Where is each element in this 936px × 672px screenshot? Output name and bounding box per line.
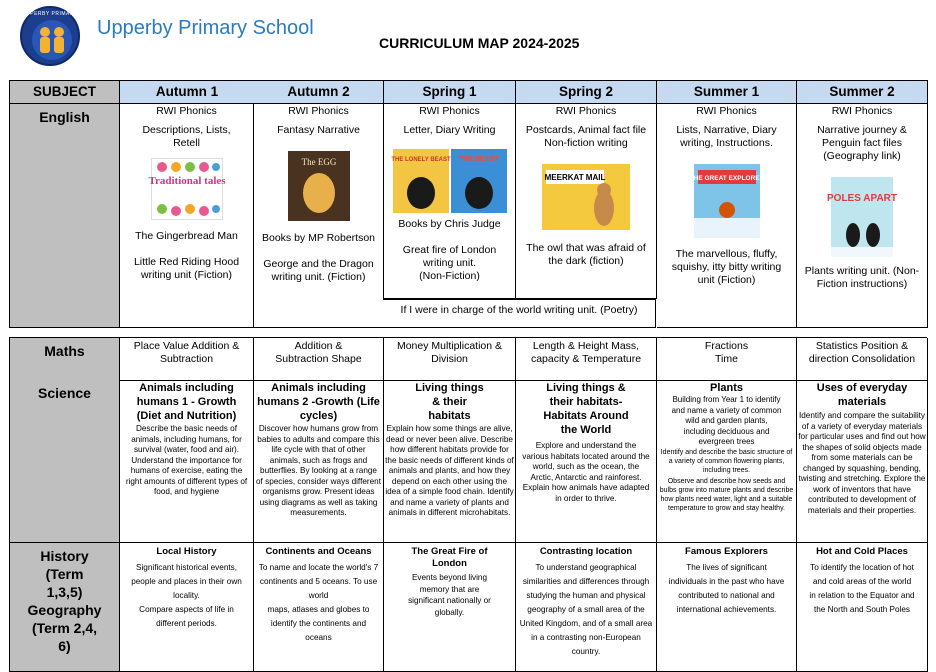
svg-text:POLES APART: POLES APART (826, 193, 898, 204)
english-text-2: Little Red Riding Hood writing unit (Fiction) (133, 256, 240, 281)
column-header-summer1: Summer 1 (657, 80, 797, 104)
science-topic-body-3: Observe and describe how seeds and bulbs grow into mature plants and describe how plants need water, light and a suitable temperature to grow and stay healthy. (659, 477, 794, 512)
book-cover-image (689, 164, 764, 238)
science-spring1 (384, 380, 516, 543)
lonely-beast-cover-icon (390, 149, 451, 213)
english-focus-2: Non-fiction writing (544, 137, 628, 149)
science-topic-body: Describe the basic needs of animals, including humans, for survival (water, food and air). Understand the importance for humans of exercise, eating the right amounts of different types of food, and hygiene (125, 424, 248, 496)
english-text-3: (Non-Fiction) (419, 270, 480, 282)
book-cover-image (288, 151, 350, 221)
english-focus: Narrative journey & Penguin fact files (Geography link) (817, 124, 907, 162)
book-cover-image (147, 158, 226, 220)
english-focus: Descriptions, Lists, Retell (142, 124, 231, 149)
svg-text:MEERKAT MAIL: MEERKAT MAIL (544, 173, 606, 182)
subject-label-line: History (40, 548, 89, 564)
table-header-row (9, 80, 927, 104)
english-text-1: Books by MP Robertson (261, 232, 376, 244)
english-focus: Postcards, Animal fact file (525, 124, 647, 136)
english-autumn2 (254, 104, 384, 328)
science-autumn2 (254, 380, 384, 543)
science-topic-title: Living things & their habitats (415, 382, 484, 422)
science-row (9, 380, 927, 543)
subject-science: Science (10, 380, 120, 543)
humanities-topic-body: To identify the location of hot and cold areas of the world in relation to the Equator and the North and South Poles (809, 563, 915, 614)
english-focus: Letter, Diary Writing (403, 124, 496, 136)
science-topic-body: Explain how some things are alive, dead or never been alive. Describe how different habitats provide for the basic needs of different kinds of animals and plants, and how they depend on each other using the idea of a simple food chain. Identify and name a variety of plants and animals in different microhabitats. (385, 424, 514, 517)
science-spring2 (516, 380, 657, 543)
phonics-label: RWI Phonics (555, 105, 617, 117)
science-topic-body-2: Identify and describe the basic structure of a variety of common flowering plants, including trees. (660, 448, 793, 474)
great-explorer-cover-icon (689, 164, 764, 238)
school-logo-emblem-icon (22, 8, 82, 68)
book-cover-image (826, 177, 898, 257)
subject-label-line: (Term 2,4, (31, 620, 98, 636)
subject-label-line: 1,3,5) (46, 584, 83, 600)
humanities-topic-body-1: To name and locate the world's 7 continents and 5 oceans. To use world (258, 563, 379, 600)
maths-autumn1: Place Value Addition & Subtraction (120, 338, 254, 381)
english-text-1: The owl that was afraid of the dark (fiction) (526, 242, 646, 267)
column-header-autumn1: Autumn 1 (120, 80, 254, 104)
phonics-label: RWI Phonics (288, 105, 349, 117)
science-topic-body: Explore and understand the various habitats located around the world, such as the ocean, the Arctic, Antarctic and rainforest. Explain how animals have adapted in order to thrive. (522, 441, 650, 503)
humanities-topic-title: The Great Fire of London (411, 546, 488, 569)
subject-history-geography (10, 543, 120, 672)
science-topic-title: Animals including humans 1 - Growth (Diet and Nutrition) (136, 382, 237, 422)
humanities-topic-title: Hot and Cold Places (816, 546, 908, 557)
english-autumn1 (120, 104, 254, 328)
svg-text:THE GREAT EXPLORER: THE GREAT EXPLORER (689, 175, 764, 182)
column-header-summer2: Summer 2 (797, 80, 928, 104)
column-header-autumn2: Autumn 2 (254, 80, 384, 104)
humanities-topic-body-2: Compare aspects of life in different periods. (139, 605, 234, 628)
subject-label-line: (Term (45, 566, 84, 582)
svg-text:THE BEAST: THE BEAST (458, 156, 499, 163)
english-text-1: Books by Chris Judge (398, 218, 501, 230)
maths-spring2: Length & Height Mass, capacity & Temperature (516, 338, 657, 381)
humanities-spring1 (384, 543, 516, 672)
school-logo (20, 6, 80, 66)
humanities-topic-body-2: maps, atlases and globes to identify the continents and oceans (267, 605, 370, 642)
english-text-2: George and the Dragon writing unit. (Fiction) (263, 258, 374, 283)
traditional-tales-cover-icon (147, 159, 226, 219)
maths-autumn2: Addition & Subtraction Shape (254, 338, 384, 381)
science-topic-title: Living things & their habitats- Habitats Around the World (543, 382, 629, 436)
subject-english: English (10, 104, 120, 328)
page-title: CURRICULUM MAP 2024-2025 (379, 35, 580, 51)
maths-row (9, 337, 927, 380)
school-name: Upperby Primary School (97, 17, 314, 39)
svg-text:Traditional tales: Traditional tales (147, 175, 226, 187)
humanities-topic-body: The lives of significant individuals in the past who have contributed to national and international achievements. (668, 563, 785, 614)
english-text-1: The marvellous, fluffy, squishy, itty bitty writing unit (Fiction) (671, 248, 782, 286)
english-spring2 (516, 104, 657, 299)
subject-label-line: Geography (27, 602, 102, 618)
logo-text: UPPERBY PRIMARY (22, 11, 78, 17)
english-text-1: Plants writing unit. (Non-Fiction instructions) (804, 265, 920, 290)
subject-label-line: 6) (58, 638, 71, 654)
english-row (9, 104, 927, 328)
svg-text:The EGG: The EGG (301, 157, 336, 167)
english-focus: Lists, Narrative, Diary writing, Instructions. (676, 124, 777, 149)
english-spring1 (384, 104, 516, 299)
column-header-subject: SUBJECT (10, 80, 120, 104)
science-autumn1 (120, 380, 254, 543)
poles-apart-cover-icon (826, 177, 898, 257)
subject-maths: Maths (10, 338, 120, 381)
english-summer1 (657, 104, 797, 328)
science-topic-body-1: Building from Year 1 to identify and name a variety of common wild and garden plants, including deciduous and evergreen trees (671, 395, 782, 446)
the-egg-cover-icon (288, 151, 350, 221)
english-focus: Fantasy Narrative (277, 124, 360, 136)
humanities-spring2 (516, 543, 657, 672)
humanities-topic-body-1: Significant historical events, people and places in their own locality. (131, 563, 242, 600)
book-covers (384, 149, 515, 213)
english-text-1: The Gingerbread Man (135, 230, 238, 242)
phonics-label: RWI Phonics (831, 105, 893, 117)
humanities-autumn1 (120, 543, 254, 672)
english-summer2 (797, 104, 928, 328)
humanities-summer2 (797, 543, 928, 672)
humanities-summer1 (657, 543, 797, 672)
svg-text:THE LONELY BEAST: THE LONELY BEAST (390, 157, 451, 163)
humanities-topic-body: Events beyond living memory that are significant nationally or globally. (408, 573, 491, 617)
humanities-topic-title: Continents and Oceans (265, 546, 372, 557)
science-topic-title: Plants (709, 382, 743, 394)
column-header-spring2: Spring 2 (516, 80, 657, 104)
maths-spring1: Money Multiplication & Division (384, 338, 516, 381)
science-topic-title: Uses of everyday materials (816, 382, 908, 408)
table-gap (9, 328, 927, 337)
english-spring-shared: If I were in charge of the world writing unit. (Poetry) (383, 299, 656, 328)
science-summer2 (797, 380, 928, 543)
humanities-topic-title: Local History (156, 546, 217, 557)
column-header-spring1: Spring 1 (384, 80, 516, 104)
humanities-row (9, 543, 927, 672)
maths-summer1: Fractions Time (657, 338, 797, 381)
the-beast-cover-icon (451, 149, 507, 213)
humanities-topic-body: To understand geographical similarities and differences through studying the human and physical geography of a small area of the United Kingdom, and of a small area in a contrasting non-European country. (519, 563, 653, 656)
book-cover-image (542, 164, 630, 230)
science-topic-body: Discover how humans grow from babies to adults and compare this life cycle with that of other animals, such as frogs and butterflies. By looking at a range of species, consider ways different organisms grow. Present ideas using diagrams as well as taking measurements. (256, 424, 381, 517)
science-summer1 (657, 380, 797, 543)
phonics-label: RWI Phonics (156, 105, 217, 117)
phonics-label: RWI Phonics (419, 105, 480, 117)
maths-summer2: Statistics Position & direction Consolidation (797, 338, 928, 381)
humanities-autumn2 (254, 543, 384, 672)
phonics-label: RWI Phonics (696, 105, 757, 117)
science-topic-title: Animals including humans 2 -Growth (Life cycles) (257, 382, 380, 422)
english-text-2: Great fire of London writing unit. (402, 244, 497, 269)
humanities-topic-title: Famous Explorers (685, 546, 768, 557)
humanities-topic-title: Contrasting location (539, 546, 633, 557)
science-topic-body: Identify and compare the suitability of a variety of everyday materials for particular uses and find out how the shapes of solid objects made from some materials can be changed by squashing, bending, twisting and stretching. Explore the work of inventors that have contributed to development of materials and their properties. (798, 411, 926, 515)
meerkat-mail-cover-icon (542, 164, 630, 230)
